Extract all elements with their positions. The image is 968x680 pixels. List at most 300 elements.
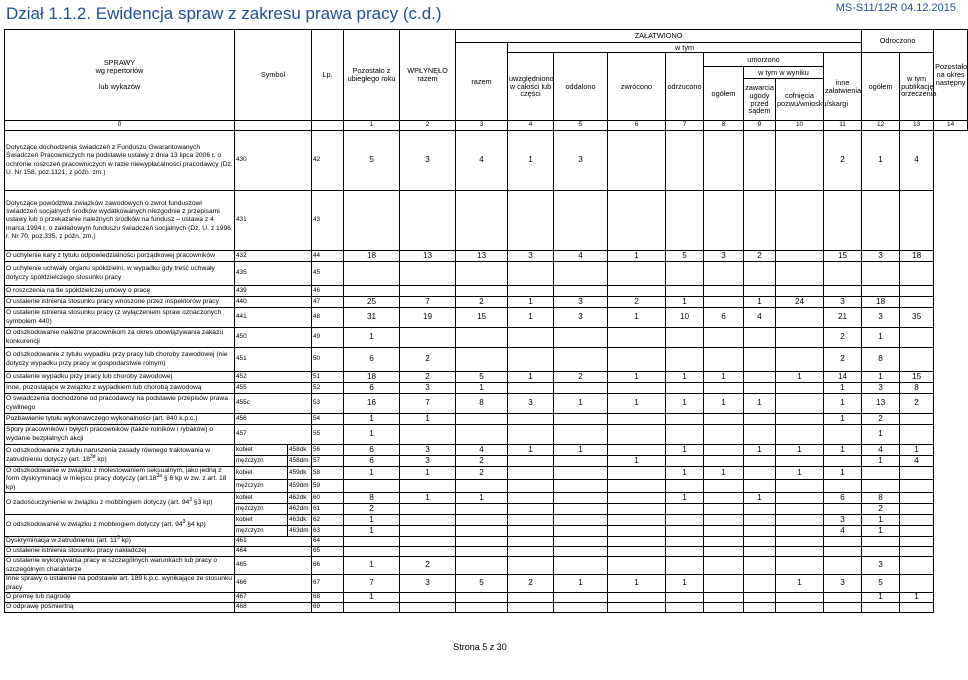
value-cell <box>744 131 776 191</box>
column-number <box>312 121 344 131</box>
value-cell: 1 <box>704 372 744 383</box>
description-text: O zadośćuczynienie w związku z mobbingiem dotyczy (art. 94 <box>6 499 190 507</box>
value-cell <box>862 547 900 557</box>
table-row <box>5 593 968 603</box>
value-cell <box>608 493 666 504</box>
symbol-cell: 455 <box>235 383 312 394</box>
column-number: 7 <box>666 121 704 131</box>
value-cell: 1 <box>608 251 666 262</box>
value-cell: 1 <box>862 328 900 348</box>
value-cell: 3 <box>400 131 456 191</box>
value-cell <box>608 262 666 286</box>
value-cell <box>744 547 776 557</box>
description-text: O odszkodowanie w związku z mobbingiem dotyczy (art. 94 <box>6 521 183 529</box>
row-description <box>5 297 235 308</box>
value-cell <box>744 515 776 526</box>
value-cell: 3 <box>704 251 744 262</box>
lp-cell: 64 <box>312 537 344 547</box>
value-cell: 6 <box>824 493 862 504</box>
symbol-cell: 439 <box>235 286 312 297</box>
value-cell <box>744 372 776 383</box>
value-cell: 1 <box>900 445 934 456</box>
value-cell: 2 <box>824 328 862 348</box>
value-cell: 1 <box>824 467 862 480</box>
value-cell: 3 <box>400 456 456 467</box>
value-cell <box>400 425 456 445</box>
value-cell: 1 <box>608 394 666 414</box>
value-cell: 1 <box>862 131 900 191</box>
value-cell: 1 <box>862 515 900 526</box>
value-cell <box>776 557 824 575</box>
value-cell: 3 <box>400 445 456 456</box>
value-cell <box>508 557 554 575</box>
header-w-tym-w-wyniku: w tym w wyniku <box>744 67 824 79</box>
value-cell <box>554 286 608 297</box>
value-cell <box>400 515 456 526</box>
value-cell: 19 <box>400 308 456 328</box>
value-cell <box>900 526 934 537</box>
value-cell <box>508 425 554 445</box>
description-text: O odszkodowanie z tytułu wypadku przy pracy lub choroby zawodowej (nie dotyczy wypadku przy pracy w gospodarstwie rolnym) <box>6 351 228 367</box>
sex-label-cell: kobiet <box>235 467 288 480</box>
value-cell <box>704 593 744 603</box>
value-cell: 5 <box>456 575 508 593</box>
description-text: O uchylenie kary z tytułu odpowiedzialności porządkowej pracowników <box>6 251 215 259</box>
row-description <box>5 425 235 445</box>
column-number: 3 <box>456 121 508 131</box>
description-text: O ustalenie wypadku przy pracy lub choroby zawodowej <box>6 372 173 380</box>
header-pozostalo: Pozostało z ubiegłego roku <box>344 30 400 121</box>
value-cell <box>776 537 824 547</box>
sex-label-cell: mężczyzn <box>235 456 288 467</box>
value-cell <box>744 191 776 251</box>
description-text: O odszkodowanie należne pracownikom za okres obowiązywania zakazu konkurencji <box>6 329 224 345</box>
value-cell <box>776 328 824 348</box>
value-cell <box>456 504 508 515</box>
value-cell: 1 <box>776 575 824 593</box>
row-description <box>5 328 235 348</box>
row-description <box>5 286 235 297</box>
value-cell: 1 <box>900 593 934 603</box>
value-cell <box>666 286 704 297</box>
symbol-cell: 465 <box>235 557 312 575</box>
value-cell <box>776 251 824 262</box>
row-description <box>5 191 235 251</box>
table-header <box>5 30 968 121</box>
header-zwrocono: zwrócono <box>608 53 666 121</box>
value-cell <box>900 262 934 286</box>
value-cell <box>608 286 666 297</box>
value-cell <box>400 328 456 348</box>
table-row <box>5 493 968 504</box>
value-cell: 3 <box>824 515 862 526</box>
value-cell: 1 <box>824 445 862 456</box>
value-cell: 8 <box>344 493 400 504</box>
value-cell <box>744 286 776 297</box>
value-cell: 2 <box>400 372 456 383</box>
value-cell: 10 <box>666 308 704 328</box>
value-cell: 1 <box>554 445 608 456</box>
value-cell <box>456 593 508 603</box>
value-cell <box>862 480 900 493</box>
value-cell: 13 <box>862 394 900 414</box>
value-cell <box>554 456 608 467</box>
value-cell: 15 <box>824 251 862 262</box>
value-cell: 3 <box>824 575 862 593</box>
value-cell: 3 <box>824 297 862 308</box>
symbol-cell: 435 <box>235 262 312 286</box>
description-text: Pozbawienie tytułu wykonawczego wykonalności (art. 840 k.p.c.) <box>6 414 198 422</box>
value-cell: 1 <box>862 456 900 467</box>
value-cell <box>344 480 400 493</box>
value-cell <box>456 414 508 425</box>
description-text-end: §4 kp) <box>185 521 206 529</box>
value-cell <box>608 131 666 191</box>
description-text: Inne, pozostające w związku z wypadkiem lub chorobą zawodową <box>6 383 202 391</box>
value-cell <box>554 515 608 526</box>
row-description <box>5 537 235 547</box>
lp-cell: 63 <box>312 526 344 537</box>
description-superscript: 3 <box>117 535 120 542</box>
value-cell <box>400 593 456 603</box>
value-cell <box>900 557 934 575</box>
symbol-cell: 432 <box>235 251 312 262</box>
value-cell <box>508 286 554 297</box>
value-cell <box>608 537 666 547</box>
value-cell <box>776 493 824 504</box>
value-cell <box>900 425 934 445</box>
value-cell <box>862 537 900 547</box>
value-cell: 3 <box>862 308 900 328</box>
value-cell: 1 <box>608 372 666 383</box>
value-cell: 2 <box>862 414 900 425</box>
value-cell: 7 <box>344 575 400 593</box>
value-cell <box>776 547 824 557</box>
lp-cell: 47 <box>312 297 344 308</box>
value-cell <box>508 480 554 493</box>
lp-cell: 50 <box>312 348 344 372</box>
value-cell <box>666 593 704 603</box>
value-cell: 1 <box>744 297 776 308</box>
value-cell: 6 <box>344 383 400 394</box>
table-row <box>5 328 968 348</box>
description-text: O ustalenie istnienia stosunku pracy wnoszone przez inspektorów pracy <box>6 297 219 305</box>
value-cell <box>704 286 744 297</box>
value-cell: 7 <box>400 297 456 308</box>
symbol-cell: 452 <box>235 372 312 383</box>
value-cell <box>862 191 900 251</box>
value-cell <box>666 537 704 547</box>
value-cell <box>704 547 744 557</box>
value-cell <box>666 547 704 557</box>
value-cell <box>744 504 776 515</box>
column-number-row <box>5 121 968 131</box>
lp-cell: 51 <box>312 372 344 383</box>
value-cell <box>508 383 554 394</box>
lp-cell: 68 <box>312 593 344 603</box>
value-cell <box>456 603 508 613</box>
lp-cell: 55 <box>312 425 344 445</box>
value-cell <box>666 425 704 445</box>
description-superscript: 3a <box>156 473 163 480</box>
symbol-cell: 467 <box>235 593 312 603</box>
value-cell: 2 <box>554 372 608 383</box>
table-row <box>5 191 968 251</box>
symbol-cell: 441 <box>235 308 312 328</box>
value-cell <box>704 191 744 251</box>
header-w-tym-publikacje: w tym publikację orzeczenia <box>900 53 934 121</box>
value-cell <box>608 445 666 456</box>
value-cell: 3 <box>862 383 900 394</box>
value-cell <box>824 456 862 467</box>
value-cell: 1 <box>666 445 704 456</box>
description-text-end: § 6 kp w zw. z art. 18 kp) <box>6 475 227 491</box>
value-cell <box>666 348 704 372</box>
value-cell <box>456 262 508 286</box>
value-cell <box>744 537 776 547</box>
header-inne: inne załatwienia <box>824 53 862 121</box>
description-text-end: kp) <box>95 455 107 463</box>
value-cell <box>824 547 862 557</box>
sex-label-cell: kobiet <box>235 445 288 456</box>
value-cell <box>744 456 776 467</box>
value-cell: 1 <box>508 372 554 383</box>
value-cell: 1 <box>744 493 776 504</box>
description-superscript: 3d <box>90 453 96 460</box>
description-text: O premię lub nagrodę <box>6 593 71 601</box>
value-cell <box>744 575 776 593</box>
value-cell: 4 <box>900 131 934 191</box>
column-number <box>235 121 312 131</box>
value-cell <box>554 493 608 504</box>
value-cell: 2 <box>456 467 508 480</box>
value-cell <box>900 348 934 372</box>
symbol-cell: 459dm <box>288 480 312 493</box>
value-cell: 1 <box>344 328 400 348</box>
value-cell: 1 <box>608 308 666 328</box>
value-cell <box>666 191 704 251</box>
row-description <box>5 262 235 286</box>
value-cell: 14 <box>824 372 862 383</box>
page-title: Dział 1.1.2. Ewidencja spraw z zakresu prawa pracy (c.d.) <box>6 4 442 23</box>
value-cell <box>508 526 554 537</box>
row-description <box>5 575 235 593</box>
value-cell: 3 <box>862 251 900 262</box>
value-cell <box>704 445 744 456</box>
value-cell <box>400 286 456 297</box>
column-number: 11 <box>824 121 862 131</box>
value-cell: 1 <box>456 383 508 394</box>
value-cell <box>900 575 934 593</box>
value-cell <box>608 593 666 603</box>
value-cell <box>824 425 862 445</box>
header-sprawy-line1: SPRAWY <box>103 58 136 68</box>
value-cell <box>744 603 776 613</box>
value-cell: 1 <box>862 526 900 537</box>
description-text: O ustalenie istnienia stosunku pracy nakładczej <box>6 547 147 555</box>
value-cell: 2 <box>508 575 554 593</box>
value-cell <box>776 191 824 251</box>
value-cell: 1 <box>744 445 776 456</box>
value-cell: 5 <box>862 575 900 593</box>
value-cell: 2 <box>862 504 900 515</box>
value-cell <box>900 286 934 297</box>
value-cell <box>608 547 666 557</box>
value-cell <box>900 547 934 557</box>
value-cell: 3 <box>400 575 456 593</box>
value-cell <box>508 537 554 547</box>
row-description <box>5 445 235 467</box>
value-cell <box>554 480 608 493</box>
header-umorzono-ogolem: ogółem <box>704 67 744 121</box>
value-cell: 2 <box>824 348 862 372</box>
lp-cell: 52 <box>312 383 344 394</box>
value-cell: 1 <box>704 394 744 414</box>
description-text: Dyskryminacja w zatrudnieniu (art. 11 <box>6 537 118 545</box>
value-cell: 1 <box>554 394 608 414</box>
value-cell <box>824 603 862 613</box>
value-cell: 1 <box>344 414 400 425</box>
header-oddalono: oddalono <box>554 53 608 121</box>
value-cell: 18 <box>344 251 400 262</box>
value-cell: 8 <box>900 383 934 394</box>
value-cell: 1 <box>508 308 554 328</box>
table-row <box>5 131 968 191</box>
value-cell <box>456 425 508 445</box>
value-cell: 4 <box>900 456 934 467</box>
value-cell <box>862 286 900 297</box>
lp-cell: 48 <box>312 308 344 328</box>
value-cell <box>400 504 456 515</box>
value-cell: 24 <box>776 297 824 308</box>
value-cell: 4 <box>744 308 776 328</box>
value-cell: 1 <box>666 575 704 593</box>
lp-cell: 69 <box>312 603 344 613</box>
value-cell <box>704 493 744 504</box>
value-cell <box>776 515 824 526</box>
table-row <box>5 467 968 480</box>
value-cell <box>776 131 824 191</box>
value-cell: 3 <box>508 394 554 414</box>
value-cell <box>608 504 666 515</box>
row-description <box>5 467 235 493</box>
table-row <box>5 372 968 383</box>
value-cell <box>456 547 508 557</box>
value-cell <box>862 603 900 613</box>
value-cell: 18 <box>344 372 400 383</box>
symbol-cell: 463dk <box>288 515 312 526</box>
value-cell: 6 <box>344 456 400 467</box>
table-row <box>5 262 968 286</box>
value-cell <box>456 557 508 575</box>
value-cell: 1 <box>666 372 704 383</box>
value-cell: 8 <box>862 348 900 372</box>
value-cell <box>776 593 824 603</box>
symbol-cell: 455c <box>235 394 312 414</box>
table-row <box>5 557 968 575</box>
value-cell <box>744 328 776 348</box>
table-row <box>5 348 968 372</box>
value-cell <box>704 575 744 593</box>
value-cell <box>508 547 554 557</box>
symbol-cell: 462dk <box>288 493 312 504</box>
value-cell <box>704 526 744 537</box>
header-umorzono: umorzono <box>704 53 824 67</box>
value-cell: 1 <box>862 425 900 445</box>
value-cell: 4 <box>554 251 608 262</box>
value-cell <box>508 456 554 467</box>
value-cell: 1 <box>344 425 400 445</box>
value-cell <box>776 262 824 286</box>
value-cell <box>704 348 744 372</box>
value-cell <box>744 262 776 286</box>
value-cell <box>824 537 862 547</box>
value-cell <box>744 425 776 445</box>
value-cell <box>508 348 554 372</box>
value-cell: 18 <box>862 297 900 308</box>
value-cell <box>344 191 400 251</box>
row-description <box>5 308 235 328</box>
header-odroczono-ogolem: ogółem <box>862 53 900 121</box>
value-cell: 1 <box>554 575 608 593</box>
value-cell <box>776 603 824 613</box>
value-cell: 1 <box>704 467 744 480</box>
description-superscript: 3 <box>182 519 186 526</box>
value-cell <box>554 348 608 372</box>
lp-cell: 62 <box>312 515 344 526</box>
description-superscript: 3 <box>189 497 193 504</box>
header-w-tym: w tym <box>508 43 862 53</box>
value-cell <box>744 467 776 480</box>
sex-label-cell: mężczyzn <box>235 480 288 493</box>
value-cell: 18 <box>900 251 934 262</box>
value-cell <box>900 414 934 425</box>
value-cell <box>508 262 554 286</box>
value-cell: 1 <box>456 493 508 504</box>
value-cell <box>608 480 666 493</box>
description-text: O odszkodowanie w związku z molestowaniem seksualnym, jako jedną z form dyskryminacji w miejscu pracy dotyczy (art.18 <box>6 467 222 483</box>
value-cell: 31 <box>344 308 400 328</box>
value-cell: 1 <box>776 372 824 383</box>
value-cell: 1 <box>608 456 666 467</box>
value-cell <box>744 480 776 493</box>
header-symbol: Symbol <box>235 30 312 121</box>
value-cell <box>554 593 608 603</box>
value-cell <box>776 526 824 537</box>
value-cell: 2 <box>344 504 400 515</box>
table-row <box>5 603 968 613</box>
header-zalatwiono: ZAŁATWIONO <box>456 30 862 43</box>
value-cell <box>608 526 666 537</box>
value-cell: 1 <box>824 383 862 394</box>
row-description <box>5 493 235 515</box>
value-cell: 1 <box>344 467 400 480</box>
header-cofniecia: cofnięcia pozwu/wniosku/skargi <box>776 79 824 121</box>
value-cell <box>554 328 608 348</box>
value-cell <box>554 547 608 557</box>
value-cell <box>744 526 776 537</box>
value-cell <box>900 480 934 493</box>
column-number: 0 <box>5 121 235 131</box>
value-cell <box>554 537 608 547</box>
value-cell: 6 <box>344 445 400 456</box>
value-cell: 3 <box>554 297 608 308</box>
value-cell <box>776 286 824 297</box>
value-cell <box>608 191 666 251</box>
row-description <box>5 131 235 191</box>
value-cell <box>344 603 400 613</box>
table-row <box>5 414 968 425</box>
